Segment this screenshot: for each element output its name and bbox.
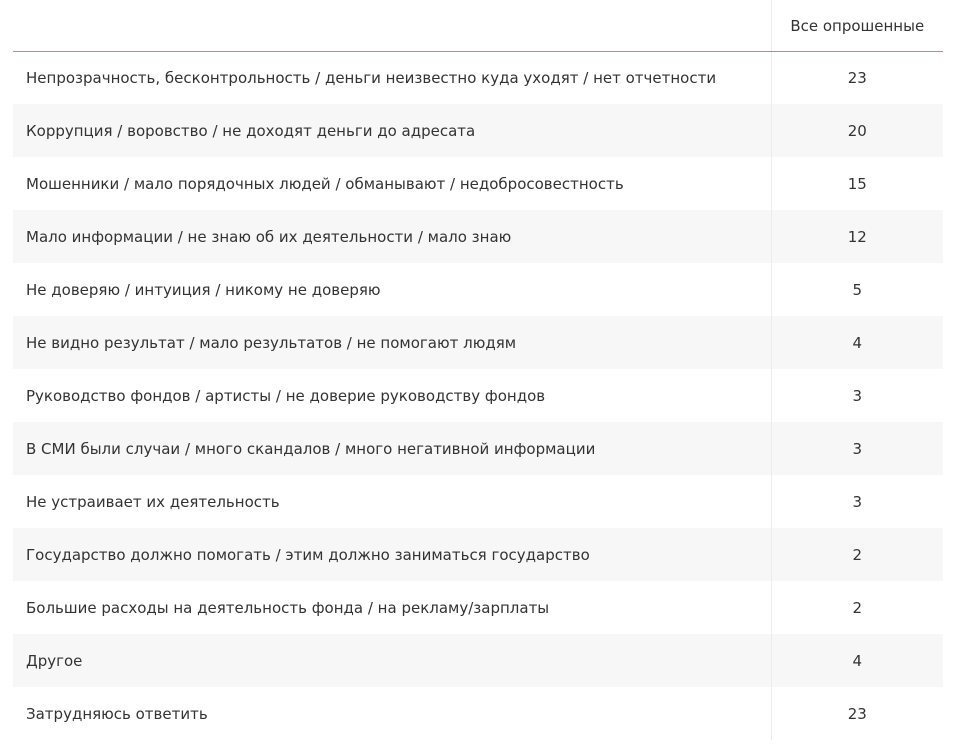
table-row: [13, 104, 943, 157]
row-value: 2: [771, 581, 943, 634]
row-label: Не видно результат / мало результатов / не помогают людям: [13, 316, 771, 369]
row-value: 4: [771, 316, 943, 369]
row-label: Не устраивает их деятельность: [26, 492, 280, 511]
row-value: 15: [771, 157, 943, 210]
row-label: Мало информации / не знаю об их деятельности / мало знаю: [13, 210, 771, 263]
table-row: [13, 52, 943, 105]
row-value: 2: [771, 528, 943, 581]
row-value: 20: [771, 104, 943, 157]
row-label: Другое: [13, 634, 771, 687]
row-label: Затрудняюсь ответить: [26, 704, 208, 723]
table-row: [13, 210, 943, 263]
row-value: 5: [771, 263, 943, 316]
row-label: Коррупция / воровство / не доходят деньги до адресата: [13, 104, 771, 157]
survey-results-table: [13, 0, 943, 740]
table-row: [13, 369, 943, 422]
row-label: Руководство фондов / артисты / не доверие руководству фондов: [26, 386, 546, 405]
row-label: Непрозрачность, бесконтрольность / деньги неизвестно куда уходят / нет отчетности: [26, 69, 717, 87]
table-row: [13, 422, 943, 475]
table-row: [13, 581, 943, 634]
header-label-column: [13, 0, 771, 52]
table-row: [13, 634, 943, 687]
row-value: 3: [771, 369, 943, 422]
row-label: Государство должно помогать / этим должно заниматься государство: [13, 528, 771, 581]
row-value: 3: [771, 475, 943, 528]
row-label: Большие расходы на деятельность фонда / на рекламу/зарплаты: [26, 598, 550, 617]
header-row: [13, 0, 943, 52]
row-value: 4: [771, 634, 943, 687]
table-header: [13, 0, 943, 52]
table-row: [13, 316, 943, 369]
row-value: 23: [771, 687, 943, 740]
row-label: Мошенники / мало порядочных людей / обманывают / недобросовестность: [26, 174, 624, 193]
table-row: [13, 475, 943, 528]
row-label: Не доверяю / интуиция / никому не доверяю: [26, 280, 381, 299]
table-row: [13, 687, 943, 740]
table-row: [13, 528, 943, 581]
row-value: 23: [771, 52, 943, 105]
row-value: 3: [771, 422, 943, 475]
header-all-respondents: Все опрошенные: [771, 0, 943, 52]
row-label: В СМИ были случаи / много скандалов / много негативной информации: [13, 422, 771, 475]
table-row: [13, 157, 943, 210]
row-value: 12: [771, 210, 943, 263]
table-row: [13, 263, 943, 316]
table-body: [13, 52, 943, 741]
